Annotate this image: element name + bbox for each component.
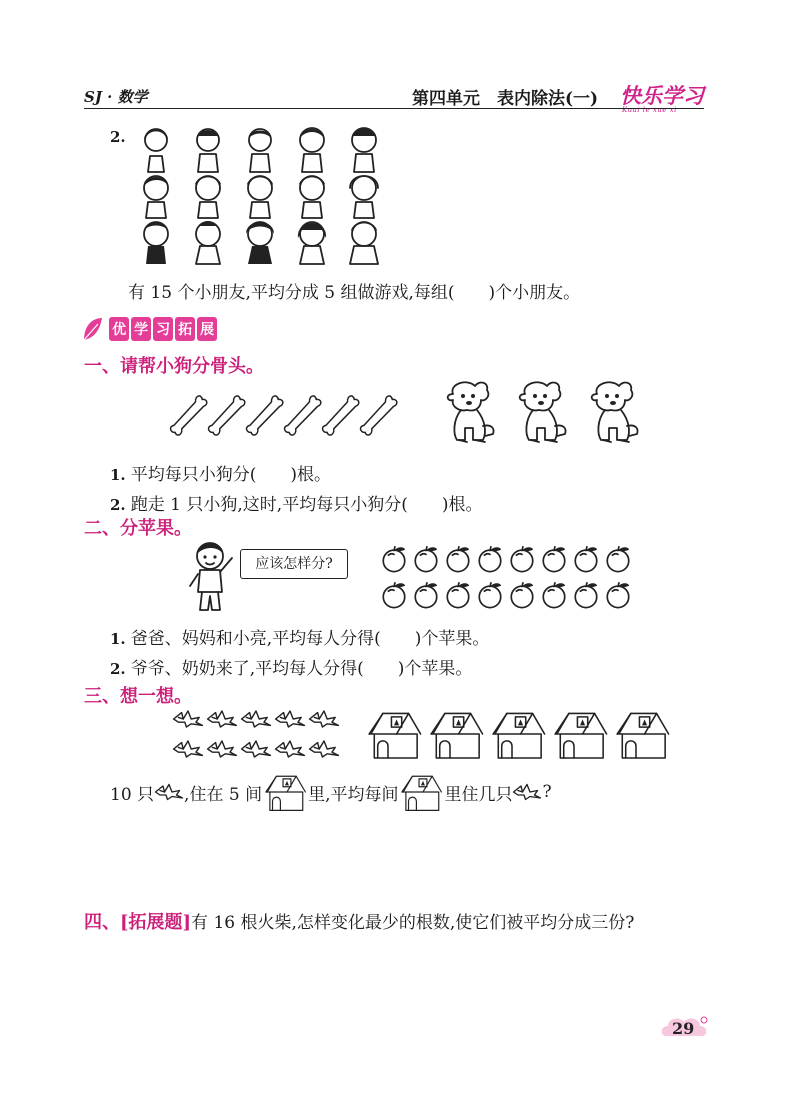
- page-number: 29: [672, 1019, 695, 1038]
- leaf-icon: [82, 316, 104, 342]
- section-1-q2: [110, 490, 482, 515]
- question-text: 爷爷、奶奶来了,平均每人分得( )个苹果。: [130, 659, 473, 679]
- question-number: 2.: [110, 496, 126, 514]
- section-4: [84, 908, 634, 934]
- section-4-text: 有 16 根火柴,怎样变化最少的根数,使它们被平均分成三份?: [191, 913, 635, 933]
- banner-char: 习: [153, 317, 173, 341]
- section-banner: [82, 316, 219, 344]
- header-rule: [84, 108, 704, 109]
- question-text: 里住几只: [444, 784, 513, 805]
- bird-icon: [512, 782, 542, 802]
- birds-illustration: [172, 708, 342, 762]
- banner-char: 优: [109, 317, 129, 341]
- boy-illustration: [186, 540, 238, 616]
- dogs-illustration: [438, 376, 648, 446]
- question-number: 2.: [110, 128, 126, 146]
- banner-char: 拓: [175, 317, 195, 341]
- banner-char: 学: [131, 317, 151, 341]
- bird-icon: [154, 782, 184, 802]
- section-2-q2: [110, 654, 472, 679]
- section-1-q1: [110, 460, 331, 485]
- brand-subtitle: Kuai le xue xi: [622, 106, 677, 114]
- houses-illustration: [364, 708, 666, 762]
- question-2-text: 有 15 个小朋友,平均分成 5 组做游戏,每组( )个小朋友。: [128, 283, 581, 303]
- speech-bubble: 应该怎样分?: [240, 549, 348, 579]
- banner-char: 展: [197, 317, 217, 341]
- section-4-title: 四、[拓展题]: [84, 912, 192, 933]
- question-text: 里,平均每间: [308, 784, 399, 805]
- section-1-title: 一、请帮小狗分骨头。: [84, 356, 264, 377]
- bones-illustration: [174, 392, 404, 442]
- question-number: 1.: [110, 466, 126, 484]
- children-illustration: [128, 124, 388, 266]
- question-text: ,住在 5 间: [184, 784, 263, 805]
- house-icon: [262, 772, 308, 812]
- section-2-q1: [110, 624, 489, 649]
- question-text: 10 只: [110, 784, 155, 805]
- question-number: 1.: [110, 630, 126, 648]
- question-text: 跑走 1 只小狗,这时,平均每只小狗分( )根。: [130, 495, 483, 515]
- house-icon: [398, 772, 444, 812]
- question-number: 2.: [110, 660, 126, 678]
- section-3-question: [110, 772, 552, 812]
- section-2-title: 二、分苹果。: [84, 518, 192, 539]
- section-3-title: 三、想一想。: [84, 686, 192, 707]
- unit-title: 第四单元 表内除法(一): [412, 89, 599, 109]
- apples-illustration: [380, 545, 636, 611]
- header-series: SJ · 数学: [84, 88, 148, 106]
- question-text: ?: [542, 782, 552, 802]
- question-text: 爸爸、妈妈和小亮,平均每人分得( )个苹果。: [130, 629, 490, 649]
- brand-logo: 快乐学习: [620, 83, 704, 108]
- question-text: 平均每只小狗分( )根。: [130, 465, 332, 485]
